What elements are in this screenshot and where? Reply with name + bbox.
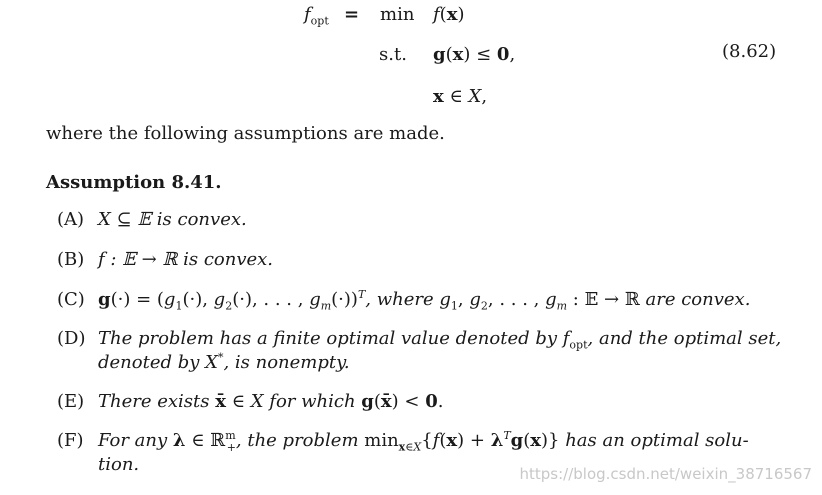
- equation-lhs: [304, 4, 329, 28]
- equation-constraint-g: g(x) ≤ 0,: [433, 44, 516, 65]
- assumption-item-label: (C): [57, 289, 85, 310]
- intro-sentence: where the following assumptions are made.: [46, 123, 445, 144]
- assumption-item-label: (F): [57, 430, 84, 451]
- assumption-item-text: f : 𝔼 → ℝ is convex.: [98, 249, 274, 270]
- equation-number: (8.62): [722, 41, 777, 62]
- equation-block: [0, 0, 822, 120]
- assumption-item-text: The problem has a finite optimal value denoted by $f_{opt}$, and the optimal set,: [98, 328, 782, 352]
- assumption-item-e: [57, 391, 443, 412]
- equation-objective: f(x): [433, 4, 465, 25]
- assumption-item-label: (D): [57, 328, 86, 349]
- assumption-item-label: (A): [57, 209, 85, 230]
- assumption-item-d-continuation: denoted by X*, is nonempty.: [98, 351, 350, 373]
- assumption-item-a: [57, 209, 247, 230]
- assumption-item-d: [57, 328, 781, 352]
- assumption-item-label: (B): [57, 249, 85, 270]
- equation-lhs-subscript: opt: [310, 14, 329, 28]
- assumption-item-label: (E): [57, 391, 85, 412]
- equation-min-operator: min: [380, 4, 415, 25]
- assumption-item-text: For any λ ∈ ℝ$^m_+$, the problem $\min_{x\in X}\{f(x) + \lambda^Tg(x)\}$ has an optimal solu-: [98, 429, 749, 454]
- assumption-item-text: There exists x̄ ∈ X for which g(x̄) < 0.: [98, 391, 444, 412]
- assumption-item-text: X ⊆ 𝔼 is convex.: [98, 209, 247, 230]
- assumption-item-f: [57, 429, 749, 454]
- equation-relation: =: [344, 4, 360, 25]
- assumption-item-b: [57, 249, 273, 270]
- equation-constraint-set: x ∈ X,: [433, 86, 488, 107]
- assumption-item-c: [57, 288, 750, 313]
- equation-subject-to: s.t.: [379, 44, 407, 65]
- assumption-heading: Assumption 8.41.: [46, 172, 222, 193]
- watermark-url: https://blog.csdn.net/weixin_38716567: [519, 465, 812, 483]
- assumption-item-f-continuation: tion.: [98, 454, 140, 475]
- assumption-item-text: $g(\cdot) = (g_1(\cdot)$, $g_2(\cdot)$, . . . , $g_m(\cdot))^T$, where $g_1$, $g_2$, . . . , $g_m$ : 𝔼 → ℝ are convex.: [98, 288, 751, 313]
- equation-lhs-symbol: f: [304, 4, 311, 25]
